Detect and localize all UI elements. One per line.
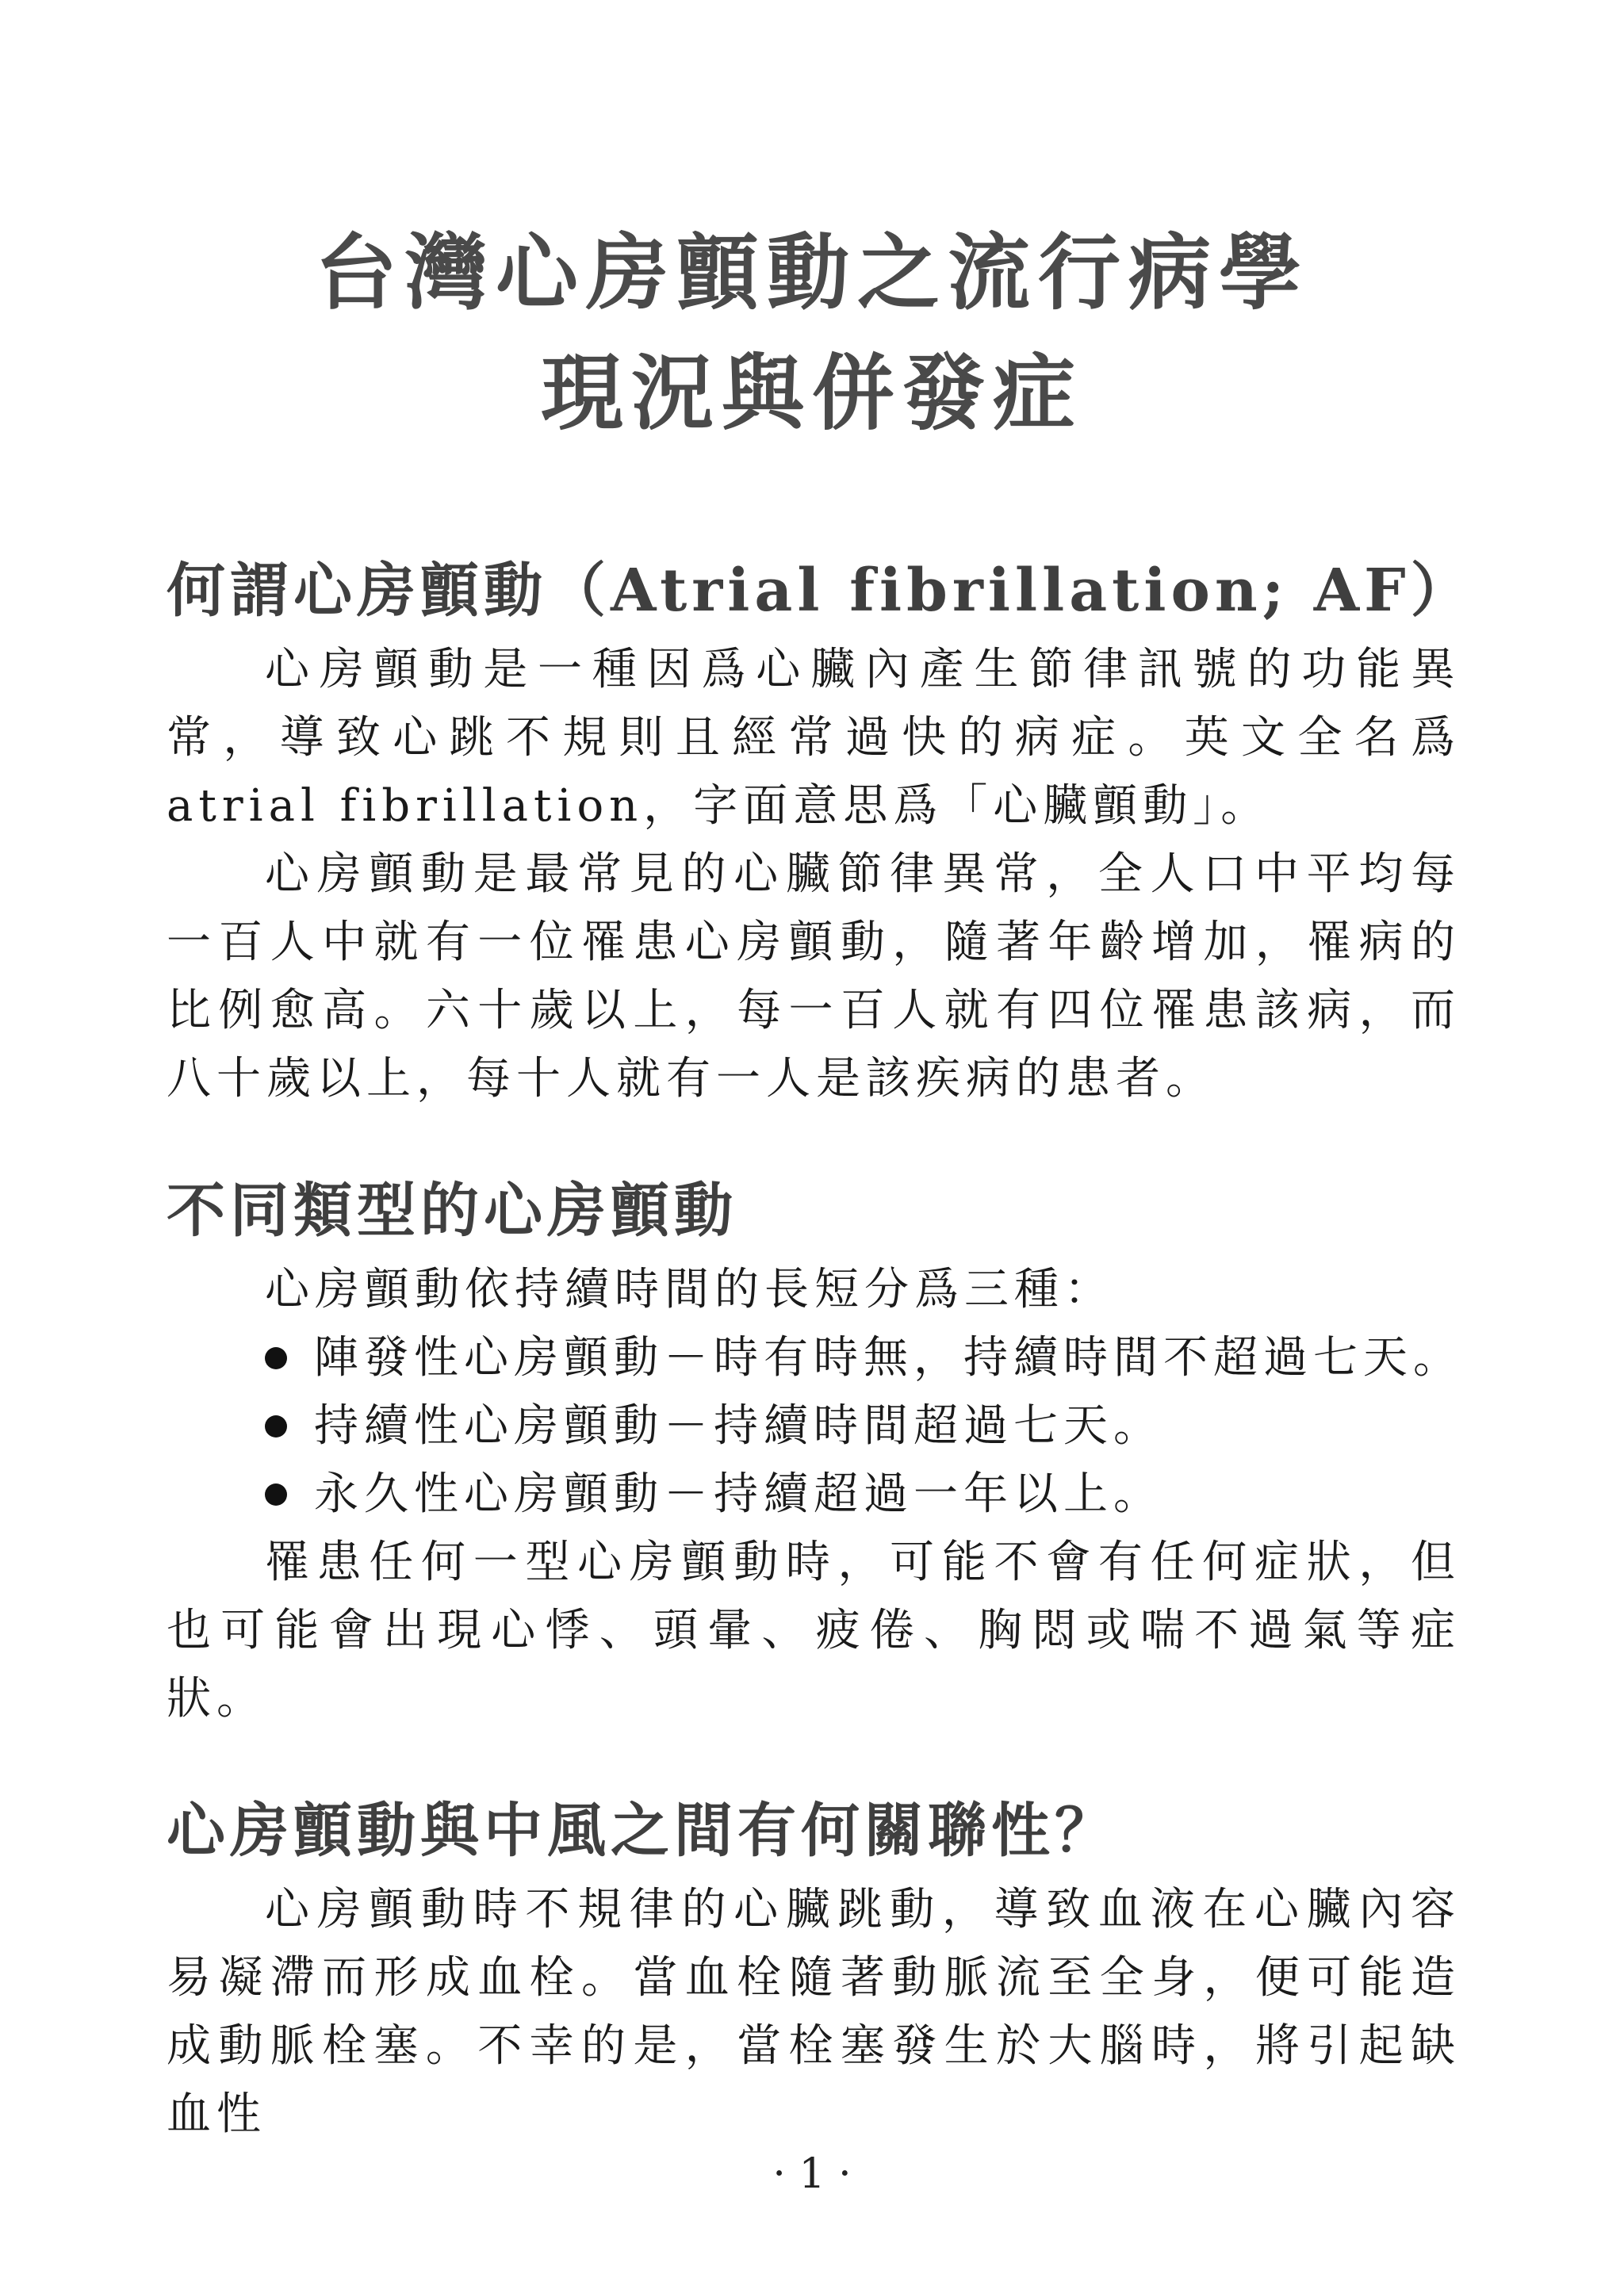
- af-types-list: [167, 1324, 1461, 1529]
- section-heading-af-and-stroke: 心房顫動與中風之間有何關聯性？: [167, 1797, 1118, 1865]
- list-item: [265, 1392, 1461, 1460]
- document-title: [0, 212, 1624, 454]
- paragraph-symptoms: 罹患任何一型心房顫動時，可能不會有任何症狀，但也可能會出現心悸、頭暈、疲倦、胸悶或喘不過氣等症狀。: [167, 1537, 1461, 1725]
- bullet-dot-icon: [265, 1415, 287, 1438]
- section-heading-af-types: 不同類型的心房顫動: [167, 1177, 737, 1245]
- bullet-dot-icon: [265, 1347, 287, 1369]
- paragraph-stroke-link: 心房顫動時不規律的心臟跳動，導致血液在心臟內容易凝滯而形成血栓。當血栓隨著動脈流至全身，便可能造成動脈栓塞。不幸的是，當栓塞發生於大腦時，將引起缺血性: [167, 1884, 1461, 2140]
- paragraph-definition: 心房顫動是一種因爲心臟內產生節律訊號的功能異常，導致心跳不規則且經常過快的病症。英文全名爲atrial fibrillation，字面意思爲「心臟顫動」。: [167, 644, 1461, 832]
- list-item: [265, 1460, 1461, 1529]
- bullet-dot-icon: [265, 1483, 287, 1506]
- paragraph-types-intro: 心房顫動依持續時間的長短分爲三種：: [265, 1264, 1114, 1315]
- document-body: [167, 547, 1474, 2149]
- paragraph-prevalence: 心房顫動是最常見的心臟節律異常，全人口中平均每一百人中就有一位罹患心房顫動，隨著年齡增加，罹病的比例愈高。六十歲以上，每一百人就有四位罹患該病，而八十歲以上，每十人就有一人是該疾病的患者。: [167, 848, 1461, 1104]
- page-number: · 1 ·: [772, 2150, 852, 2198]
- list-item-text: 永久性心房顫動－持續超過一年以上。: [314, 1468, 1163, 1520]
- list-item: [265, 1324, 1461, 1392]
- list-item-text: 陣發性心房顫動－時有時無，持續時間不超過七天。: [314, 1332, 1463, 1384]
- title-line-1: 台灣心房顫動之流行病學: [314, 224, 1309, 321]
- title-line-2: 現況與併發症: [540, 344, 1083, 442]
- section-heading-what-is-af: 何謂心房顫動（Atrial fibrillation; AF）: [167, 557, 1474, 625]
- list-item-text: 持續性心房顫動－持續時間超過七天。: [314, 1400, 1163, 1452]
